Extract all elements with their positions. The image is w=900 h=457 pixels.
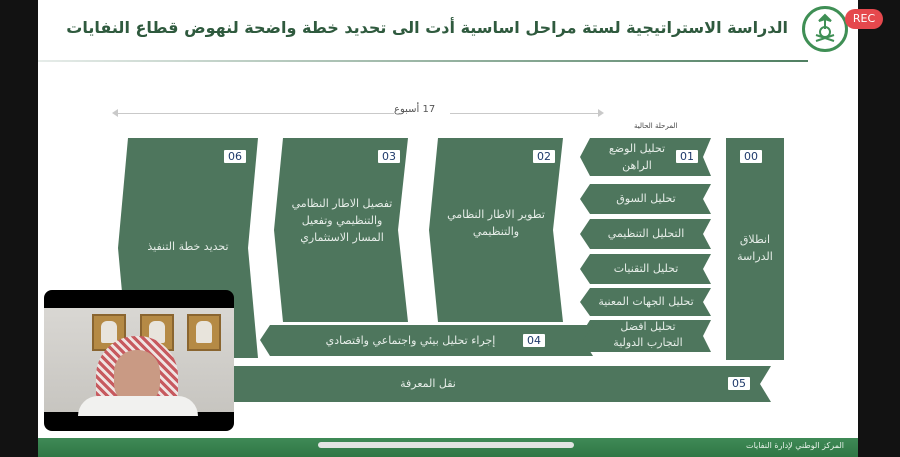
slide-title: الدراسة الاستراتيجية لستة مراحل اساسية أدت الى تحديد خطة واضحة لنهوض قطاع النفايات: [66, 18, 788, 37]
phase-03-label: تفصيل الاطار النظامي والتنظيمي وتفعيل المسار الاستثماري: [291, 197, 393, 244]
video-feed: [44, 308, 234, 412]
phase-01-number: 01: [676, 150, 698, 163]
phase-00-number: 00: [740, 150, 762, 163]
duration-label: 17 أسبوع: [394, 104, 436, 115]
phase-05-label: نقل المعرفة: [400, 377, 456, 390]
phase-01-label: تحليل الوضع الراهن: [608, 142, 666, 172]
participant-video-tile[interactable]: [44, 290, 234, 431]
phase-04-label: إجراء تحليل بيئي واجتماعي واقتصادي: [325, 334, 496, 347]
phase-03-number: 03: [378, 150, 400, 163]
sub-step-technologies: تحليل التقنيات: [613, 262, 679, 275]
phase-00-label: انطلاق الدراسة: [737, 233, 773, 263]
portrait-frame-3: [187, 314, 221, 351]
sub-step-market: تحليل السوق: [616, 192, 676, 205]
phase-02-label: تطوير الاطار النظامي والتنظيمي: [447, 208, 545, 238]
speaker-body: [78, 396, 198, 416]
phase-06-label: تحديد خطة التنفيذ: [147, 240, 229, 253]
sub-step-stakeholders: تحليل الجهات المعنية: [598, 295, 694, 308]
recording-indicator: REC: [845, 9, 883, 29]
slide-scrollbar[interactable]: [318, 442, 574, 448]
phase-02-number: 02: [533, 150, 555, 163]
sub-step-best-practices: تحليل افضل التجارب الدولية: [613, 320, 683, 349]
phase-04-number: 04: [523, 334, 545, 347]
footer-organization: المركز الوطني لإدارة النفايات: [746, 441, 844, 450]
phase-06-number: 06: [224, 150, 246, 163]
current-phase-label: المرحلة الحالية: [634, 122, 678, 130]
sub-step-regulatory: التحليل التنظيمي: [607, 227, 685, 240]
phase-05-number: 05: [728, 377, 750, 390]
